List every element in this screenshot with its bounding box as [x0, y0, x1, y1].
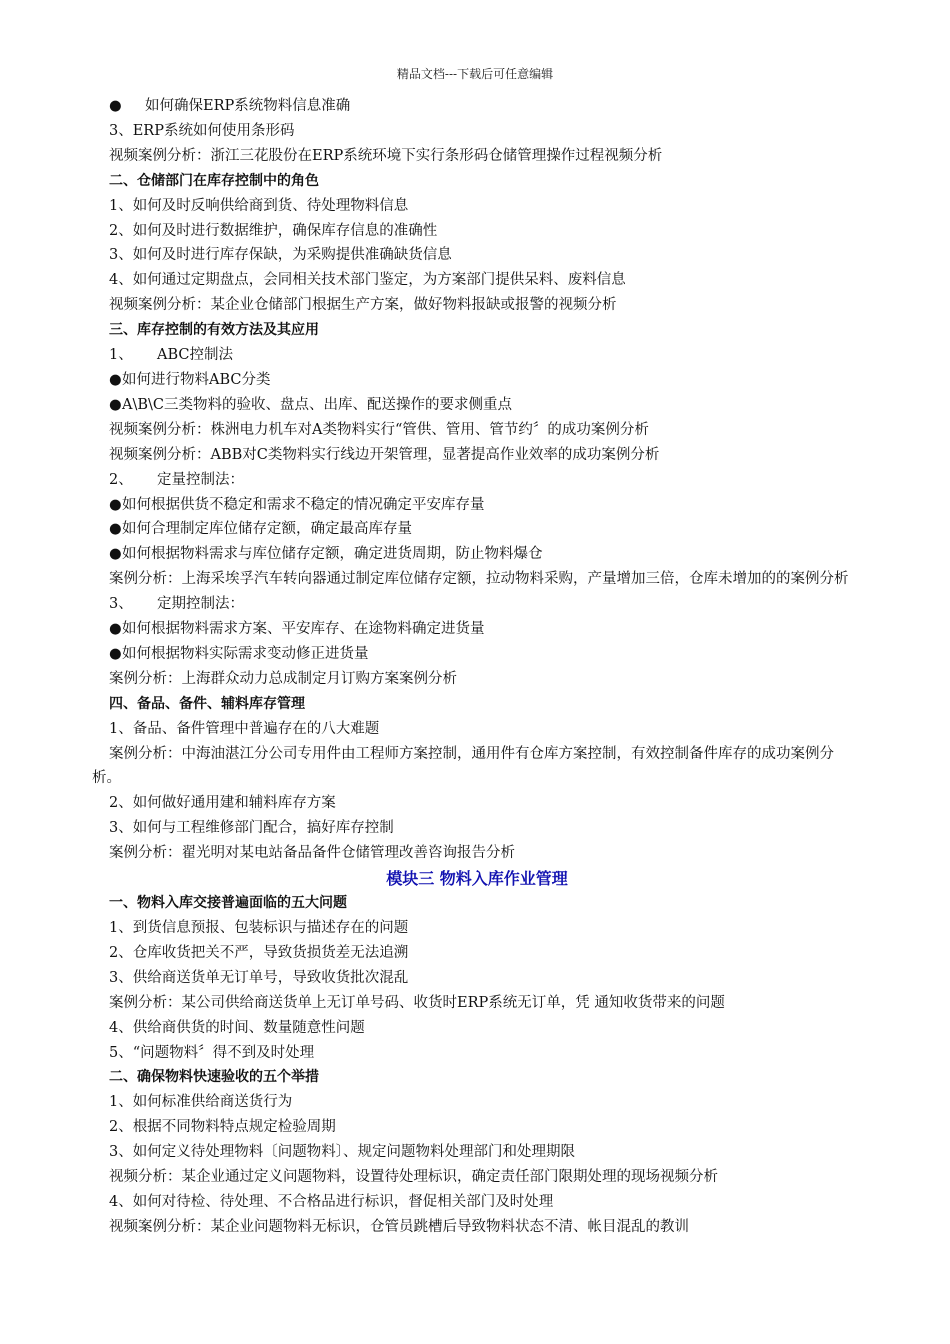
text-line: 3、如何及时进行库存保缺，为采购提供准确缺货信息: [109, 247, 452, 264]
text-line: 2、仓库收货把关不严，导致货损货差无法追溯: [109, 944, 409, 961]
section-heading: 三、库存控制的有效方法及其应用: [109, 322, 319, 339]
numbered-subheading: [92, 592, 862, 617]
bullet-item: [92, 642, 862, 667]
bullet-text: 如何合理制定库位储存定额，确定最高库存量: [122, 521, 412, 538]
list-text: 定期控制法：: [157, 596, 244, 613]
text-line: 2、如何及时进行数据维护，确保库存信息的准确性: [109, 222, 438, 239]
bullet-text: 如何根据物料需求与库位储存定额，确定进货周期，防止物料爆仓: [122, 546, 543, 563]
text-line: 4、如何通过定期盘点，会同相关技术部门鉴定，为方案部门提供呆料、废料信息: [109, 272, 626, 289]
text-line: 视频案例分析：浙江三花股份在ERP系统环境下实行条形码仓储管理操作过程视频分析: [109, 147, 663, 164]
bullet-text: A\B\C三类物料的验收、盘点、出库、配送操作的要求侧重点: [122, 396, 512, 413]
bullet-item: [92, 368, 862, 393]
list-number: 1、: [109, 347, 133, 364]
section-heading: 二、确保物料快速验收的五个举措: [109, 1069, 319, 1086]
text-line: 案例分析：某公司供给商送货单上无订单号码、收货时ERP系统无订单，凭 通知收货带来的问题: [109, 994, 725, 1011]
section-heading: 四、备品、备件、辅料库存管理: [109, 695, 305, 712]
text-line: 5、“问题物料〞得不到及时处理: [109, 1044, 315, 1061]
text-line: 4、如何对待检、待处理、不合格品进行标识，督促相关部门及时处理: [109, 1193, 554, 1210]
list-text: ABC控制法: [157, 347, 233, 364]
text-line: 3、如何与工程维修部门配合，搞好库存控制: [109, 820, 394, 837]
bullet-text: 如何根据物料需求方案、平安库存、在途物料确定进货量: [122, 621, 485, 638]
text-line: 1、如何标准供给商送货行为: [109, 1094, 293, 1111]
text-line: 3、如何定义待处理物料〔问题物料〕、规定问题物料处理部门和处理期限: [109, 1144, 575, 1161]
list-text: 定量控制法：: [157, 471, 244, 488]
bullet-text: 如何进行物料ABC分类: [122, 371, 271, 388]
bullet-item: [92, 393, 862, 418]
numbered-subheading: [92, 343, 862, 368]
bullet-item: [92, 617, 862, 642]
bullet-item: [92, 94, 862, 119]
section-heading: 二、仓储部门在库存控制中的角色: [109, 172, 319, 189]
text-line: 1、到货信息预报、包装标识与描述存在的问题: [109, 920, 409, 936]
text-line: 视频案例分析：某企业问题物料无标识，仓管员跳槽后导致物料状态不清、帐目混乱的教训: [109, 1218, 689, 1235]
bullet-icon: ●: [109, 496, 122, 513]
bullet-text: 如何根据供货不稳定和需求不稳定的情况确定平安库存量: [122, 496, 485, 513]
bullet-icon: ●: [109, 546, 122, 563]
bullet-icon: ●: [109, 621, 122, 638]
text-line: 视频案例分析：ABB对C类物料实行线边开架管理，显著提高作业效率的成功案例分析: [109, 446, 660, 463]
section-heading: 一、物料入库交接普遍面临的五大问题: [109, 895, 347, 912]
bullet-text: 如何确保ERP系统物料信息准确: [145, 98, 351, 114]
text-line: 1、备品、备件管理中普遍存在的八大难题: [109, 720, 380, 737]
text-line: 2、根据不同物料特点规定检验周期: [109, 1119, 336, 1136]
bullet-text: 如何根据物料实际需求变动修正进货量: [122, 645, 369, 662]
bullet-item: [92, 542, 862, 567]
bullet-icon: ●: [109, 521, 122, 538]
bullet-icon: ●: [109, 98, 122, 114]
paragraph: 案例分析：中海油湛江分公司专用件由工程师方案控制，通用件有仓库方案控制，有效控制备件库存的成功案例分析。: [92, 745, 834, 787]
document-body: [92, 94, 862, 1240]
text-line: 视频分析：某企业通过定义问题物料，设置待处理标识，确定责任部门限期处理的现场视频分析: [109, 1169, 718, 1186]
text-line: 4、供给商供货的时间、数量随意性问题: [109, 1019, 365, 1036]
page-header: 精品文档---下载后可任意编辑: [396, 67, 554, 81]
bullet-item: [92, 493, 862, 518]
bullet-icon: ●: [109, 371, 122, 388]
text-line: 视频案例分析：某企业仓储部门根据生产方案，做好物料报缺或报警的视频分析: [109, 297, 617, 314]
list-number: 3、: [109, 596, 133, 613]
text-line: 视频案例分析：株洲电力机车对A类物料实行“管供、管用、管节约〞的成功案例分析: [109, 421, 649, 438]
text-line: 3、ERP系统如何使用条形码: [109, 122, 295, 139]
text-line: 2、如何做好通用建和辅料库存方案: [109, 795, 336, 812]
text-line: 1、如何及时反响供给商到货、待处理物料信息: [109, 197, 409, 214]
bullet-item: [92, 517, 862, 542]
list-number: 2、: [109, 471, 133, 488]
text-line: 3、供给商送货单无订单号，导致收货批次混乱: [109, 969, 409, 986]
bullet-icon: ●: [109, 645, 122, 662]
text-line: 案例分析：上海群众动力总成制定月订购方案案例分析: [109, 670, 457, 687]
numbered-subheading: [92, 468, 862, 493]
text-line: 案例分析：翟光明对某电站备品备件仓储管理改善咨询报告分析: [109, 845, 515, 862]
module-title: 模块三 物料入库作业管理: [386, 869, 568, 889]
bullet-icon: ●: [109, 396, 122, 413]
paragraph: 案例分析：上海采埃孚汽车转向器通过制定库位储存定额，拉动物料采购，产量增加三倍，仓库未增加的的案例分析: [109, 571, 849, 588]
